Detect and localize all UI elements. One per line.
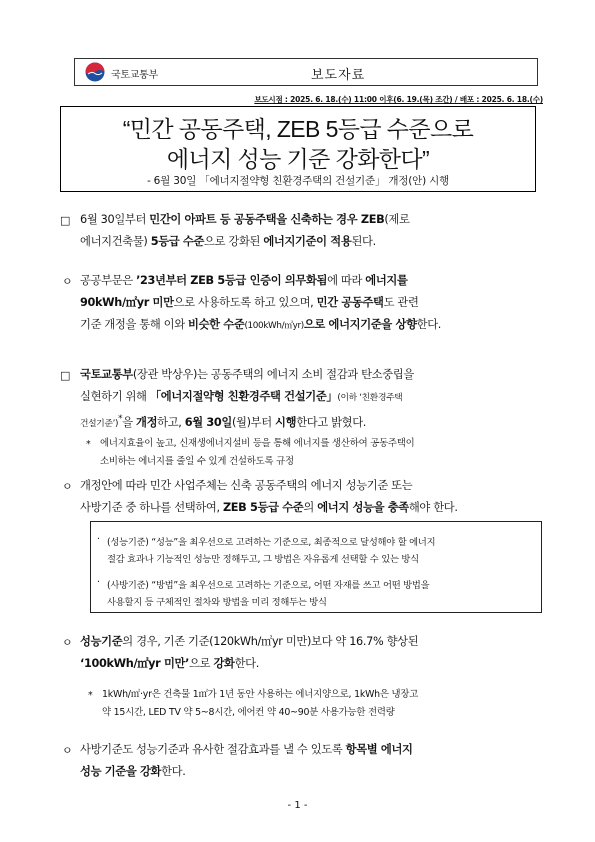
definition-box [90,521,542,613]
press-header [74,58,538,86]
circle-bullet: ㅇ [62,744,73,757]
text-line: 성능기준의 경우, 기존 기준(120kWh/㎡yr 미만)보다 약 16.7% 향상된 [80,635,419,648]
text-line: 기준 개정을 통해 이와 비슷한 수준(100kWh/㎡yr)으로 에너지기준을 상향한다. [80,318,442,331]
text-line: 개정안에 따라 민간 사업주체는 신축 공동주택의 에너지 성능기준 또는 [80,479,413,492]
circle-bullet: ㅇ [62,480,73,493]
text-line: 건설기준’)*을 개정하고, 6월 30일(월)부터 시행한다고 밝혔다. [80,414,367,429]
text-line: 에너지건축물) 5등급 수준으로 강화된 에너지기준이 적용된다. [80,235,376,248]
definition-method-line-2: 사용할지 등 구체적인 절차와 방법을 미리 정해두는 방식 [107,597,327,608]
title-box [60,106,536,192]
text-line: ‘100kWh/㎡yr 미만’으로 강화한다. [80,657,259,670]
subheadline: - 6월 30일 「에너지절약형 친환경주택의 건설기준」 개정(안) 시행 [146,175,450,187]
footnote-line: 1kWh/㎡·yr은 건축물 1㎡가 1년 동안 사용하는 에너지양으로, 1kWh은 냉장고 [102,689,419,700]
note-asterisk: * [88,690,93,701]
square-bullet: □ [60,214,71,227]
doc-type-label: 보도자료 [311,68,366,83]
footnote-line: 소비하는 에너지를 줄일 수 있게 건설하도록 규정 [100,456,294,467]
circle-bullet: ㅇ [62,275,73,288]
release-info: 보도시점 : 2025. 6. 18.(수) 11:00 이후(6. 19.(목) 조간) / 배포 : 2025. 6. 18.(수) [254,95,543,104]
definition-performance-line-2: 절감 효과나 기능적인 성능만 정해두고, 그 방법은 자유롭게 선택할 수 있는 방식 [107,554,419,565]
org-name: 국토교통부 [111,70,158,81]
footnote-line: 에너지효율이 높고, 신재생에너지설비 등을 통해 에너지를 생산하여 공동주택이 [100,438,415,449]
text-line: 성능 기준을 강화한다. [80,765,186,778]
page-number: - 1 - [287,800,308,811]
text-line: 실현하기 위해 「에너지절약형 친환경주택 건설기준」(이하 ‘친환경주택 [80,390,403,403]
government-emblem-icon [85,62,105,82]
square-bullet: □ [60,369,71,382]
dot-bullet: · [97,577,100,588]
text-line: 국토교통부(장관 박상우)는 공동주택의 에너지 소비 절감과 탄소중립을 [80,368,414,381]
text-line: 공공부문은 ’23년부터 ZEB 5등급 인증이 의무화됨에 따라 에너지를 [80,274,408,287]
footnote-line: 약 15시간, LED TV 약 5~8시간, 에어컨 약 40~90분 사용가능한 전력량 [102,707,395,718]
text-line: 6월 30일부터 민간이 아파트 등 공동주택을 신축하는 경우 ZEB(제로 [80,213,410,226]
circle-bullet: ㅇ [62,636,73,649]
definition-method-line-1: (사방기준) “방법”을 최우선으로 고려하는 기준으로, 어떤 자재를 쓰고 어떤 방법을 [107,580,430,591]
text-line: 사방기준 중 하나를 선택하여, ZEB 5등급 수준의 에너지 성능을 충족해야 한다. [80,501,458,514]
text-line: 90kWh/㎡yr 미만으로 사용하도록 하고 있으며, 민간 공동주택도 관련 [80,296,419,309]
note-asterisk: * [86,439,91,450]
headline-line-1: “민간 공동주택, ZEB 5등급 수준으로 [122,116,474,142]
definition-performance-line-1: (성능기준) “성능”을 최우선으로 고려하는 기준으로, 최종적으로 달성해야 할 에너지 [107,537,436,548]
headline-line-2: 에너지 성능 기준 강화한다” [166,146,430,172]
text-line: 사방기준도 성능기준과 유사한 절감효과를 낼 수 있도록 항목별 에너지 [80,743,413,756]
dot-bullet: · [97,534,100,545]
